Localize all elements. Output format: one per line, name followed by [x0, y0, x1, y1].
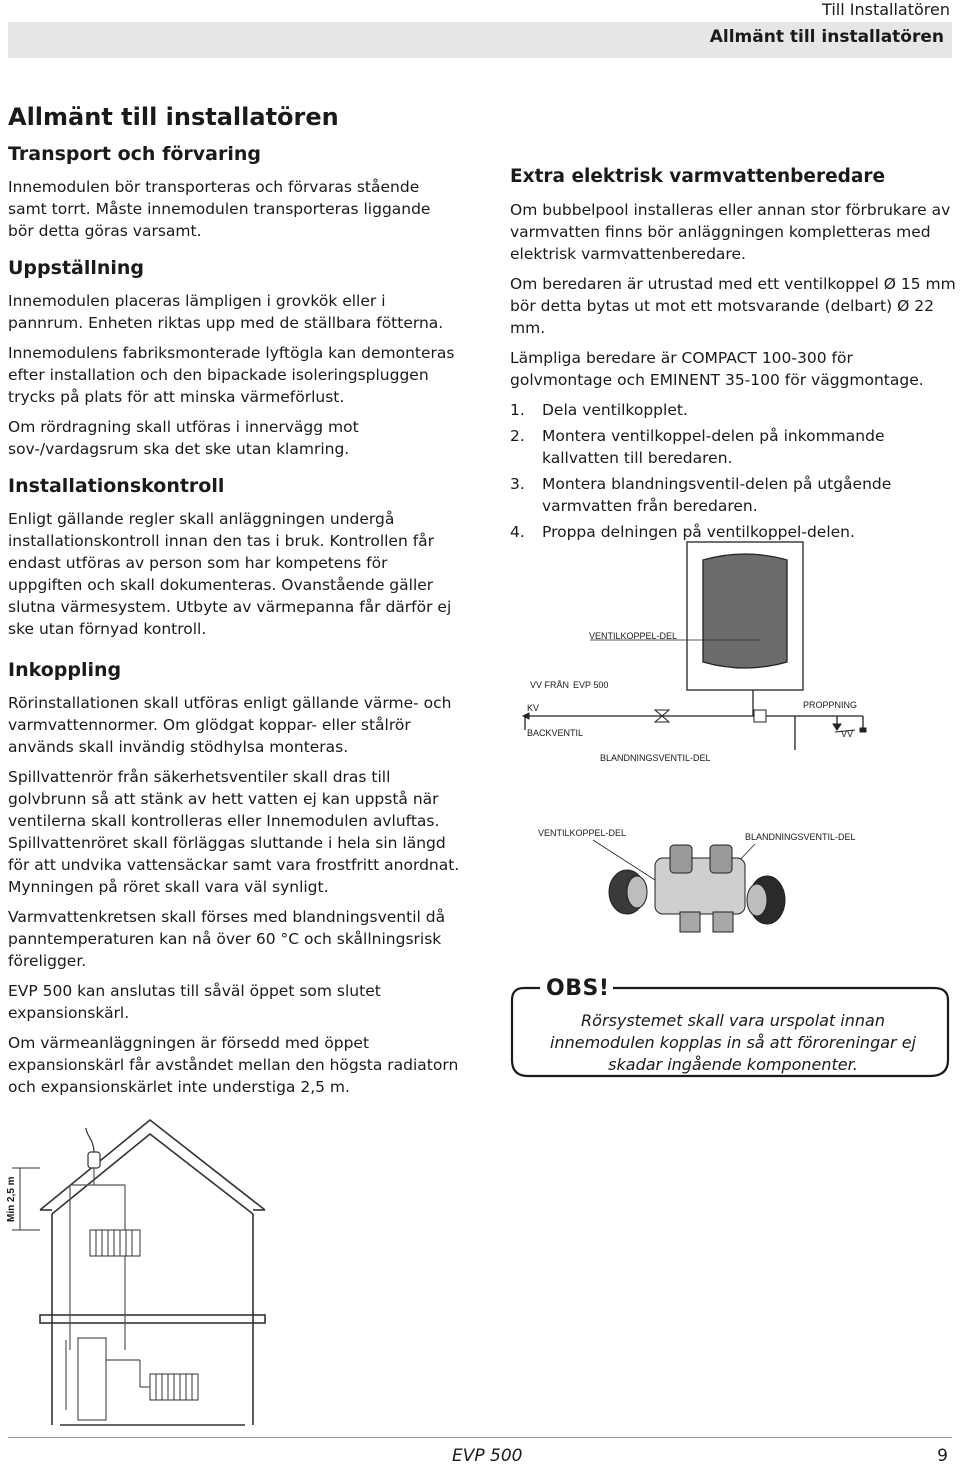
footer-model: EVP 500 [452, 1446, 523, 1466]
uppstallning-text-1: Innemodulen placeras lämpligen i grovkök eller i pannrum. Enheten riktas upp med de ställbara fötterna. [8, 292, 444, 332]
label-vv: VV [841, 729, 854, 739]
varmvatten-text-2: Om beredaren är utrustad med ett ventilkoppel Ø 15 mm bör detta bytas ut mot ett motsvarande (delbart) Ø 22 mm. [510, 275, 956, 337]
house-diagram [0, 1110, 320, 1430]
inkoppling-text-2: Spillvattenrör från säkerhetsventiler skall dras till golvbrunn så att stänk av hett vatten ej kan uppstå när ventilerna skall kontrolleras eller Innemodulen avluftas. Spillvattenröret skall förläggas sluttande i hela sin längd för att undvika vattensäckar samt vara frostfritt anordnat. Mynningen på röret skall vara väl synligt. [8, 768, 460, 896]
label-blandningsventil-del: BLANDNINGSVENTIL-DEL [600, 753, 711, 763]
inkoppling-text-5: Om värmeanläggningen är försedd med öppet expansionskärl får avståndet mellan den högsta radiatorn och expansionskärlet inte understiga 2,5 m. [8, 1034, 459, 1096]
label-blandningsventil-del-2: BLANDNINGSVENTIL-DEL [745, 832, 856, 842]
left-column [8, 102, 460, 1106]
min-height-label: Min 2,5 m [6, 1176, 17, 1222]
label-vv-fran: VV FRÅN [530, 680, 570, 690]
valve-assembly-illustration [609, 845, 785, 932]
label-kv: KV [527, 703, 540, 713]
obs-text: Rörsystemet skall vara urspolat innan innemodulen kopplas in så att föroreningar ej skadar ingående komponenter. [550, 1011, 916, 1074]
inkoppling-text-1: Rörinstallationen skall utföras enligt gällande värme- och varmvattennormer. Om glödgat koppar- eller stålrör används skall invändig stödhylsa monteras. [8, 694, 452, 756]
install-steps [510, 399, 956, 543]
inkoppling-text-4: EVP 500 kan anslutas till såväl öppet som slutet expansionskärl. [8, 982, 381, 1022]
label-ventilkoppel-del: VENTILKOPPEL-DEL [589, 631, 678, 641]
step-item: 4. Proppa delningen på ventilkoppel-delen. [510, 523, 855, 541]
uppstallning-text-2: Innemodulens fabriksmonterade lyftögla kan demonteras efter installation och den bipackade isoleringspluggen trycks på plats för att minska värmeförlust. [8, 344, 455, 406]
page-title: Allmänt till installatören [8, 103, 339, 131]
page-number: 9 [937, 1446, 948, 1466]
transport-heading: Transport och förvaring [8, 143, 261, 165]
plug-symbol [860, 728, 866, 732]
expansion-vessel [86, 1128, 100, 1168]
radiator-upper [90, 1230, 140, 1256]
uppstallning-heading: Uppställning [8, 257, 145, 279]
inkoppling-text-3: Varmvattenkretsen skall förses med blandningsventil då panntemperaturen kan nå över 60 °C och skållningsrisk föreligger. [8, 908, 446, 970]
uppstallning-text-3: Om rördragning skall utföras i innervägg mot sov-/vardagsrum ska det ske utan klamring. [8, 418, 359, 458]
label-ventilkoppel-del-2: VENTILKOPPEL-DEL [538, 828, 627, 838]
obs-title: OBS! [542, 976, 613, 1001]
transport-text: Innemodulen bör transporteras och förvaras stående samt torrt. Måste innemodulen transporteras liggande bör detta göras varsamt. [8, 178, 431, 240]
varmvatten-heading: Extra elektrisk varmvattenberedare [510, 166, 886, 187]
mixing-valve-symbol [754, 710, 766, 722]
water-heater [687, 542, 803, 690]
label-backventil: BACKVENTIL [527, 728, 584, 738]
label-evp: EVP 500 [573, 680, 609, 690]
header-section: Till Installatören [822, 0, 950, 19]
varmvatten-text-3: Lämpliga beredare är COMPACT 100-300 för golvmontage och EMINENT 35-100 för väggmontage. [510, 349, 924, 389]
right-column [510, 165, 956, 549]
water-heater-diagram [505, 540, 955, 940]
header-bar [8, 22, 952, 58]
step-item: 2. Montera ventilkoppel-delen på inkommande kallvatten till beredaren. [510, 427, 885, 467]
kontroll-text: Enligt gällande regler skall anläggningen undergå installationskontroll innan den tas i bruk. Kontrollen får endast utföras av person som har kompetens för uppgiften och skall dokumenteras. Ovanstående gäller slutna värmesystem. Utbyte av värmepanna får därför ej ske utan förnyad kontroll. [8, 510, 452, 638]
step-item: 1. Dela ventilkopplet. [510, 401, 688, 419]
varmvatten-text-1: Om bubbelpool installeras eller annan stor förbrukare av varmvatten finns bör anläggningen kompletteras med elektrisk varmvattenberedare. [510, 201, 951, 263]
label-proppning: PROPPNING [803, 700, 858, 710]
heat-pump-unit [78, 1338, 106, 1420]
step-item: 3. Montera blandningsventil-delen på utgående varmvatten från beredaren. [510, 475, 892, 515]
inkoppling-heading: Inkoppling [8, 659, 122, 681]
radiator-lower [150, 1374, 198, 1400]
kontroll-heading: Installationskontroll [8, 475, 225, 497]
footer-divider [8, 1437, 952, 1438]
header-chapter: Allmänt till installatören [709, 27, 944, 47]
